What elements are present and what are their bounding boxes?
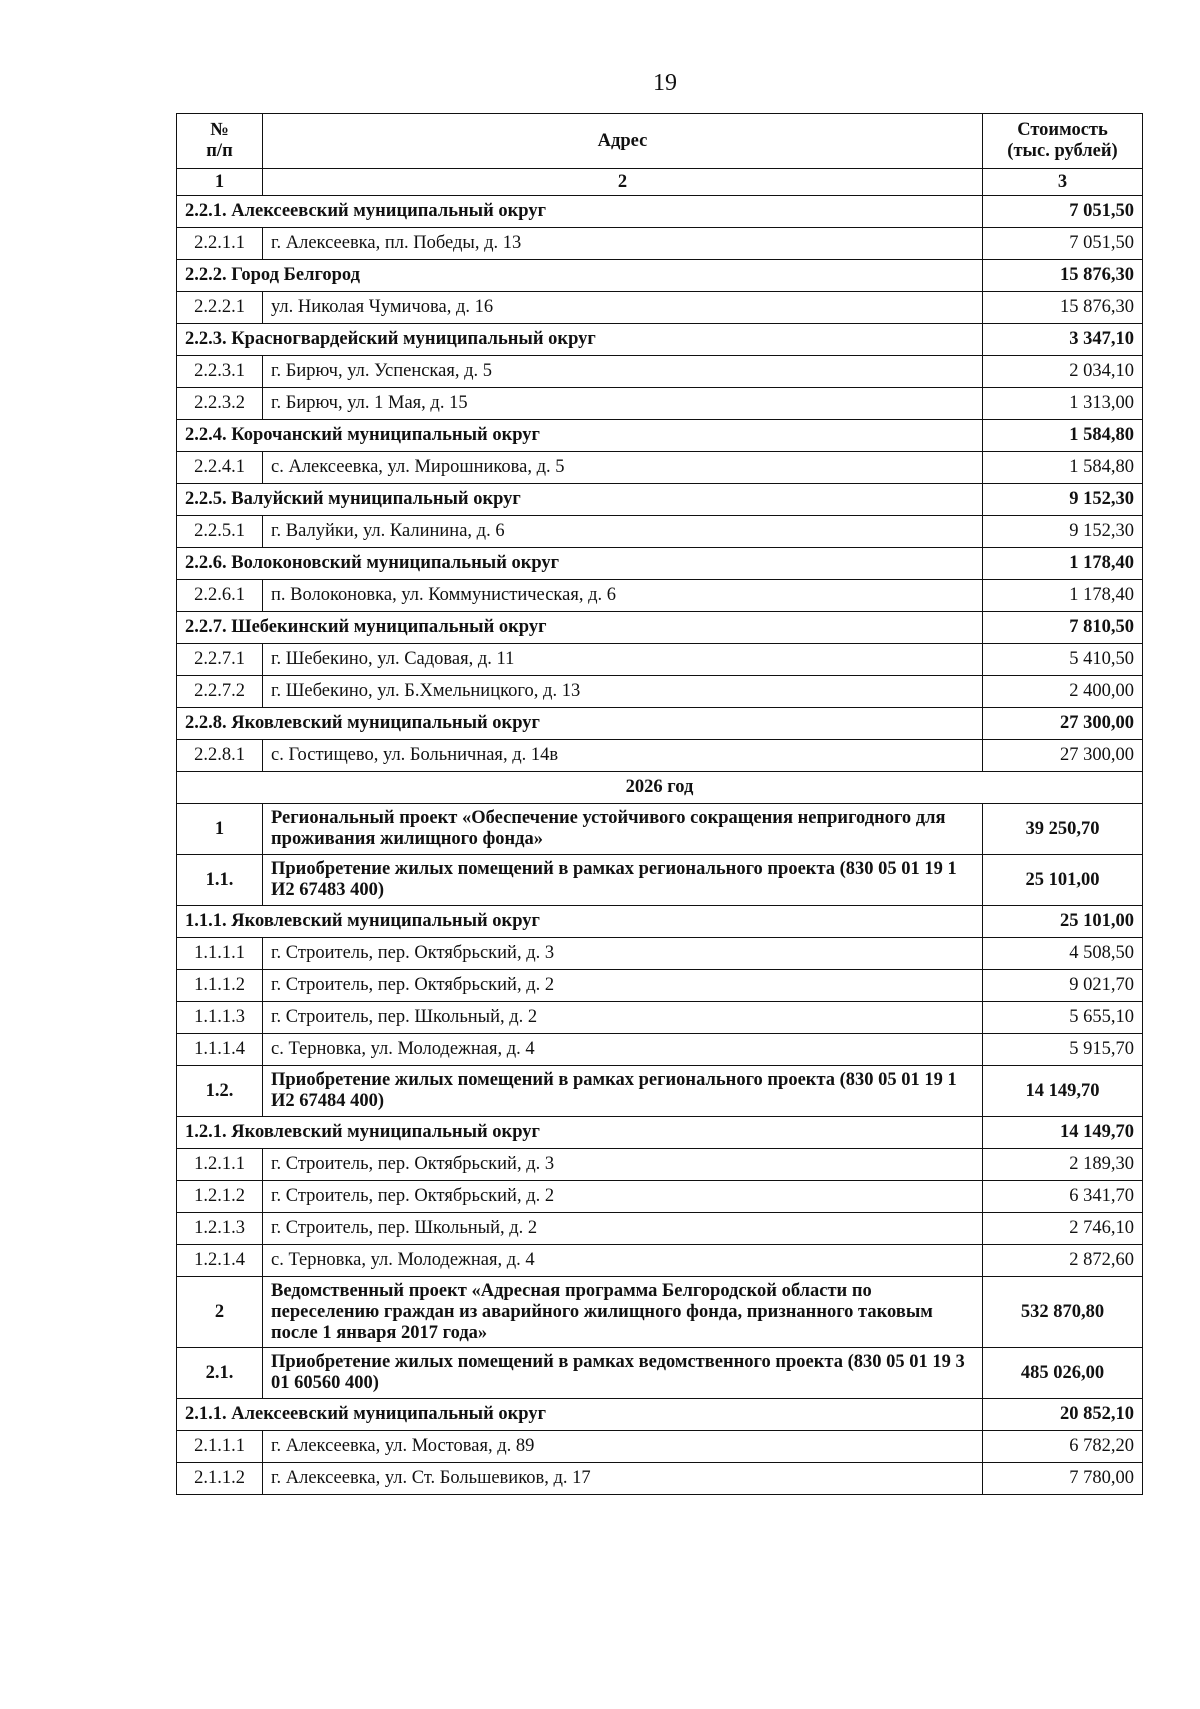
item-address: г. Строитель, пер. Октябрьский, д. 2 (263, 970, 983, 1002)
item-number: 2.2.4.1 (177, 452, 263, 484)
group-label: 2.2.7. Шебекинский муниципальный округ (177, 612, 983, 644)
group-cost: 7 051,50 (983, 196, 1143, 228)
item-number: 2.1.1.1 (177, 1431, 263, 1463)
group-cost: 3 347,10 (983, 324, 1143, 356)
table-row (177, 1245, 1143, 1277)
group-label: 2.2.8. Яковлевский муниципальный округ (177, 708, 983, 740)
item-number: 1.2.1.4 (177, 1245, 263, 1277)
table-row (177, 938, 1143, 970)
item-number: 1.1.1.4 (177, 1034, 263, 1066)
table-row (177, 970, 1143, 1002)
item-address: с. Гостищево, ул. Больничная, д. 14в (263, 740, 983, 772)
table-body (177, 196, 1143, 1495)
item-address: г. Алексеевка, ул. Мостовая, д. 89 (263, 1431, 983, 1463)
group-cost: 25 101,00 (983, 906, 1143, 938)
item-number: 2.2.3.1 (177, 356, 263, 388)
table-row (177, 1117, 1143, 1149)
table-row (177, 906, 1143, 938)
item-cost: 5 655,10 (983, 1002, 1143, 1034)
project-number: 1.1. (177, 855, 263, 906)
table-row (177, 1034, 1143, 1066)
item-cost: 2 400,00 (983, 676, 1143, 708)
group-label: 1.1.1. Яковлевский муниципальный округ (177, 906, 983, 938)
item-number: 2.1.1.2 (177, 1463, 263, 1495)
header-index-2: 2 (263, 169, 983, 196)
table-row (177, 420, 1143, 452)
item-number: 1.1.1.2 (177, 970, 263, 1002)
item-address: ул. Николая Чумичова, д. 16 (263, 292, 983, 324)
item-address: с. Терновка, ул. Молодежная, д. 4 (263, 1245, 983, 1277)
item-number: 2.2.1.1 (177, 228, 263, 260)
group-label: 2.2.2. Город Белгород (177, 260, 983, 292)
table-row (177, 484, 1143, 516)
project-number: 1.2. (177, 1066, 263, 1117)
item-cost: 7 051,50 (983, 228, 1143, 260)
table-row (177, 228, 1143, 260)
year-heading: 2026 год (177, 772, 1143, 804)
page-number: 19 (653, 70, 677, 96)
group-label: 2.2.4. Корочанский муниципальный округ (177, 420, 983, 452)
table-row (177, 1213, 1143, 1245)
group-label: 1.2.1. Яковлевский муниципальный округ (177, 1117, 983, 1149)
table-row (177, 772, 1143, 804)
table-row (177, 324, 1143, 356)
item-cost: 5 915,70 (983, 1034, 1143, 1066)
project-title: Приобретение жилых помещений в рамках ведомственного проекта (830 05 01 19 3 01 60560 400) (263, 1348, 983, 1399)
item-number: 1.1.1.1 (177, 938, 263, 970)
table-row (177, 260, 1143, 292)
table-row (177, 1348, 1143, 1399)
table-row (177, 855, 1143, 906)
group-cost: 27 300,00 (983, 708, 1143, 740)
project-cost: 485 026,00 (983, 1348, 1143, 1399)
item-address: г. Строитель, пер. Октябрьский, д. 3 (263, 938, 983, 970)
item-address: г. Бирюч, ул. 1 Мая, д. 15 (263, 388, 983, 420)
item-address: с. Терновка, ул. Молодежная, д. 4 (263, 1034, 983, 1066)
project-number: 2.1. (177, 1348, 263, 1399)
item-address: г. Алексеевка, ул. Ст. Большевиков, д. 17 (263, 1463, 983, 1495)
table-row (177, 1002, 1143, 1034)
table-row (177, 708, 1143, 740)
group-label: 2.2.6. Волоконовский муниципальный округ (177, 548, 983, 580)
table-row (177, 516, 1143, 548)
group-cost: 7 810,50 (983, 612, 1143, 644)
project-number: 1 (177, 804, 263, 855)
project-title: Приобретение жилых помещений в рамках регионального проекта (830 05 01 19 1 И2 67483 400) (263, 855, 983, 906)
item-number: 2.2.6.1 (177, 580, 263, 612)
item-address: г. Строитель, пер. Октябрьский, д. 2 (263, 1181, 983, 1213)
group-cost: 1 178,40 (983, 548, 1143, 580)
item-address: г. Шебекино, ул. Б.Хмельницкого, д. 13 (263, 676, 983, 708)
item-address: г. Строитель, пер. Школьный, д. 2 (263, 1213, 983, 1245)
table-row (177, 1066, 1143, 1117)
item-cost: 2 189,30 (983, 1149, 1143, 1181)
table-row (177, 612, 1143, 644)
item-number: 2.2.7.1 (177, 644, 263, 676)
group-label: 2.1.1. Алексеевский муниципальный округ (177, 1399, 983, 1431)
item-address: г. Валуйки, ул. Калинина, д. 6 (263, 516, 983, 548)
item-address: п. Волоконовка, ул. Коммунистическая, д. 6 (263, 580, 983, 612)
group-cost: 20 852,10 (983, 1399, 1143, 1431)
item-cost: 15 876,30 (983, 292, 1143, 324)
group-cost: 15 876,30 (983, 260, 1143, 292)
item-cost: 1 584,80 (983, 452, 1143, 484)
table-row (177, 1399, 1143, 1431)
group-cost: 9 152,30 (983, 484, 1143, 516)
project-cost: 25 101,00 (983, 855, 1143, 906)
item-number: 1.2.1.3 (177, 1213, 263, 1245)
header-index-3: 3 (983, 169, 1143, 196)
item-address: г. Бирюч, ул. Успенская, д. 5 (263, 356, 983, 388)
item-address: г. Шебекино, ул. Садовая, д. 11 (263, 644, 983, 676)
table-row (177, 388, 1143, 420)
table-row (177, 1463, 1143, 1495)
item-number: 1.1.1.3 (177, 1002, 263, 1034)
item-cost: 6 782,20 (983, 1431, 1143, 1463)
project-title: Ведомственный проект «Адресная программа Белгородской области по переселению граждан из аварийного жилищного фонда, признанного таковым после 1 января 2017 года» (263, 1277, 983, 1348)
table-row (177, 356, 1143, 388)
item-cost: 5 410,50 (983, 644, 1143, 676)
header-num: № п/п (177, 114, 263, 169)
item-number: 2.2.2.1 (177, 292, 263, 324)
item-address: с. Алексеевка, ул. Мирошникова, д. 5 (263, 452, 983, 484)
item-number: 2.2.5.1 (177, 516, 263, 548)
project-number: 2 (177, 1277, 263, 1348)
item-number: 1.2.1.2 (177, 1181, 263, 1213)
group-label: 2.2.5. Валуйский муниципальный округ (177, 484, 983, 516)
item-cost: 2 746,10 (983, 1213, 1143, 1245)
item-cost: 1 313,00 (983, 388, 1143, 420)
table-row (177, 1149, 1143, 1181)
group-cost: 14 149,70 (983, 1117, 1143, 1149)
group-cost: 1 584,80 (983, 420, 1143, 452)
table-row (177, 580, 1143, 612)
item-address: г. Строитель, пер. Октябрьский, д. 3 (263, 1149, 983, 1181)
item-cost: 2 872,60 (983, 1245, 1143, 1277)
item-cost: 4 508,50 (983, 938, 1143, 970)
table-row (177, 676, 1143, 708)
group-label: 2.2.1. Алексеевский муниципальный округ (177, 196, 983, 228)
table-row (177, 1181, 1143, 1213)
address-cost-table (176, 113, 1143, 1495)
item-number: 1.2.1.1 (177, 1149, 263, 1181)
item-cost: 2 034,10 (983, 356, 1143, 388)
project-cost: 14 149,70 (983, 1066, 1143, 1117)
item-cost: 9 152,30 (983, 516, 1143, 548)
table-row (177, 452, 1143, 484)
table-row (177, 548, 1143, 580)
table-row (177, 644, 1143, 676)
table-row (177, 196, 1143, 228)
header-index-1: 1 (177, 169, 263, 196)
item-number: 2.2.7.2 (177, 676, 263, 708)
item-cost: 1 178,40 (983, 580, 1143, 612)
item-address: г. Алексеевка, пл. Победы, д. 13 (263, 228, 983, 260)
group-label: 2.2.3. Красногвардейский муниципальный округ (177, 324, 983, 356)
project-cost: 532 870,80 (983, 1277, 1143, 1348)
project-cost: 39 250,70 (983, 804, 1143, 855)
table-row (177, 740, 1143, 772)
header-address: Адрес (263, 114, 983, 169)
table-row (177, 292, 1143, 324)
table-row (177, 804, 1143, 855)
item-address: г. Строитель, пер. Школьный, д. 2 (263, 1002, 983, 1034)
header-cost: Стоимость (тыс. рублей) (983, 114, 1143, 169)
item-cost: 9 021,70 (983, 970, 1143, 1002)
table-row (177, 1277, 1143, 1348)
item-number: 2.2.8.1 (177, 740, 263, 772)
project-title: Региональный проект «Обеспечение устойчивого сокращения непригодного для проживания жилищного фонда» (263, 804, 983, 855)
table-row (177, 1431, 1143, 1463)
item-cost: 7 780,00 (983, 1463, 1143, 1495)
item-number: 2.2.3.2 (177, 388, 263, 420)
item-cost: 6 341,70 (983, 1181, 1143, 1213)
project-title: Приобретение жилых помещений в рамках регионального проекта (830 05 01 19 1 И2 67484 400) (263, 1066, 983, 1117)
item-cost: 27 300,00 (983, 740, 1143, 772)
